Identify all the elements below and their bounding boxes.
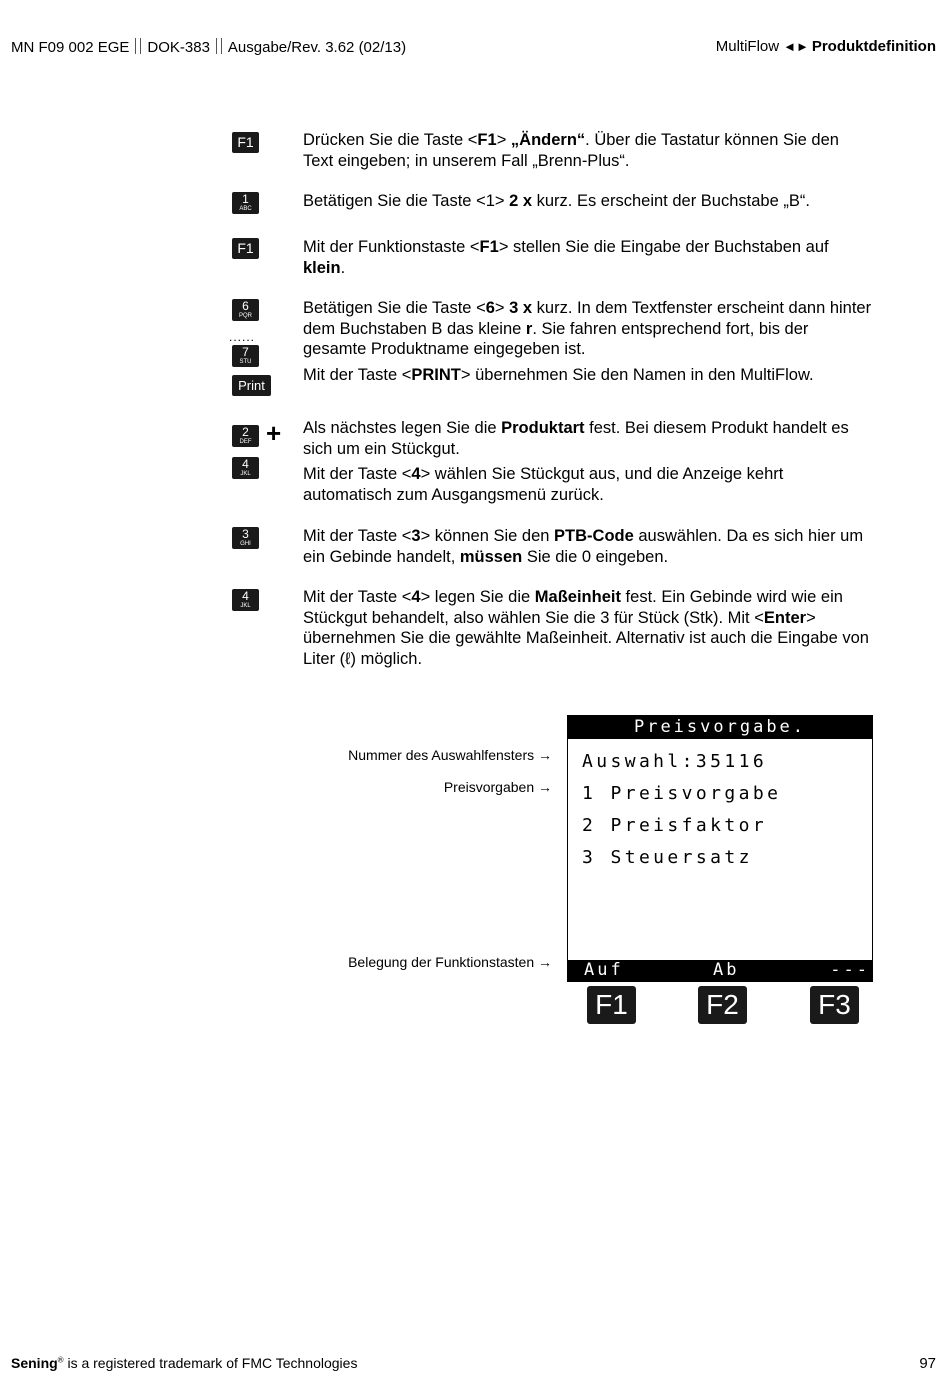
- text: auswählen. Da es sich hier um ein Gebinde handelt,: [303, 527, 864, 566]
- term-ref: Maßeinheit: [534, 588, 621, 606]
- key-digit: 6: [242, 299, 249, 313]
- range-dots: ......: [229, 330, 256, 344]
- mode-ref: klein: [303, 258, 341, 277]
- text: fest. Bei diesem Produkt handelt es sich um ein Stückgut.: [303, 419, 849, 458]
- key-2: [232, 425, 259, 447]
- step-letter-b: [303, 191, 873, 212]
- f3-key: F3: [810, 986, 859, 1024]
- key-1: [232, 192, 259, 214]
- product-name: MultiFlow: [715, 38, 780, 55]
- key-ref: 3: [411, 527, 421, 545]
- dok-number: DOK-383: [147, 39, 210, 56]
- key-letters: PQR: [238, 313, 252, 319]
- fkey-label: ---: [830, 960, 870, 980]
- header-doc-info: [11, 38, 406, 56]
- registered-mark: ®: [57, 1355, 64, 1365]
- emphasis: müssen: [459, 547, 523, 566]
- text: . Sie fahren entsprechend fort, bis der gesamte Produktname eingegeben ist.: [303, 319, 809, 358]
- display-line: 2 Preisfaktor: [582, 815, 768, 836]
- key-3: [232, 527, 259, 549]
- callout-presets: Preisvorgaben →: [443, 779, 552, 795]
- step-ptb-code: [303, 526, 873, 567]
- text: > können Sie den: [420, 527, 555, 545]
- step-paragraph: [303, 237, 873, 278]
- key-digit: 1: [242, 192, 249, 206]
- text: > übernehmen Sie den Namen in den MultiFlow.: [460, 365, 814, 384]
- step-paragraph: [303, 526, 873, 567]
- key-ref: F1: [479, 238, 499, 256]
- page-footer: [11, 1355, 936, 1371]
- f1-key: F1: [587, 986, 636, 1024]
- key-f1: F1: [232, 238, 259, 259]
- fkey-label: Ab: [713, 960, 740, 980]
- text: .: [340, 258, 346, 277]
- separator: [135, 38, 141, 54]
- key-digit: 2: [242, 425, 249, 439]
- page-header: [11, 38, 936, 60]
- display-line: 1 Preisvorgabe: [582, 783, 782, 804]
- text: Sie die 0 eingeben.: [522, 547, 669, 566]
- text: Mit der Funktionstaste <: [303, 238, 480, 256]
- key-f1: F1: [232, 132, 259, 153]
- section-title: Produktdefinition: [811, 38, 936, 55]
- key-ref: 4: [411, 465, 421, 483]
- letter-ref: r: [525, 319, 533, 338]
- key-ref: Enter: [763, 608, 807, 627]
- lcd-display: [567, 715, 873, 982]
- display-line: Auswahl:35116: [582, 751, 768, 772]
- step-paragraph: [303, 365, 873, 386]
- plus-icon: +: [266, 418, 282, 448]
- key-letters: STU: [239, 359, 252, 365]
- text: > legen Sie die: [420, 588, 535, 606]
- text: >: [494, 299, 510, 317]
- step-paragraph: [303, 418, 873, 459]
- key-6: [232, 299, 259, 321]
- text: fest. Ein Gebinde wird wie ein Stückgut behandelt, also wählen Sie die 3 für Stück (Stk). Mit <: [303, 588, 843, 627]
- text: Mit der Taste <: [303, 527, 412, 545]
- text: > wählen Sie Stückgut aus, und die Anzeige kehrt automatisch zum Ausgangsmenü zurück.: [303, 465, 784, 504]
- term-ref: Produktart: [501, 419, 585, 437]
- doc-id: MN F09 002 EGE: [11, 39, 130, 56]
- key-4: [232, 589, 259, 611]
- key-letters: ABC: [239, 206, 252, 212]
- step-unit: [303, 587, 873, 669]
- command-ref: „Ändern“: [510, 131, 586, 149]
- brand: Sening: [11, 1355, 58, 1371]
- fkey-label: Auf: [584, 960, 624, 980]
- text: Betätigen Sie die Taste <: [303, 299, 486, 317]
- key-letters: DEF: [239, 439, 252, 445]
- f2-key: F2: [698, 986, 747, 1024]
- step-paragraph: [303, 130, 873, 171]
- text: Mit der Taste <: [303, 588, 412, 606]
- text: Betätigen Sie die Taste <1>: [303, 192, 510, 210]
- key-ref: 6: [485, 299, 495, 317]
- step-paragraph: [303, 464, 873, 505]
- key-ref: PRINT: [411, 365, 461, 384]
- text: > übernehmen Sie die gewählte Maßeinheit. Alternativ ist auch die Eingabe von Liter (ℓ) möglich.: [303, 608, 869, 668]
- key-ref: 4: [411, 588, 421, 606]
- key-letters: JKL: [240, 471, 251, 477]
- count-ref: 2 x: [509, 192, 533, 210]
- step-lowercase: [303, 237, 873, 278]
- callout-function-keys: Belegung der Funktionstasten →: [348, 954, 552, 970]
- key-letters: GHI: [240, 541, 251, 547]
- key-ref: F1: [477, 131, 497, 149]
- step-paragraph: [303, 191, 873, 212]
- page-number: 97: [919, 1355, 936, 1372]
- text: Mit der Taste <: [303, 365, 412, 384]
- key-print: Print: [232, 375, 271, 396]
- count-ref: 3 x: [509, 299, 533, 317]
- nav-arrows-icon: ◄►: [783, 39, 809, 54]
- step-enter-name: [303, 298, 873, 385]
- text: Drücken Sie die Taste <: [303, 131, 478, 149]
- function-key-bar: [568, 960, 872, 981]
- step-paragraph: [303, 587, 873, 669]
- step-product-type: [303, 418, 873, 505]
- term-ref: PTB-Code: [554, 527, 634, 545]
- key-digit: 3: [242, 527, 249, 541]
- text: > stellen Sie die Eingabe der Buchstaben auf: [498, 238, 829, 256]
- text: >: [496, 131, 511, 149]
- key-digit: 4: [242, 457, 249, 471]
- display-line: 3 Steuersatz: [582, 847, 753, 868]
- header-section: [716, 38, 936, 55]
- footer-trademark: [11, 1355, 357, 1371]
- text: kurz. In dem Textfenster erscheint dann hinter dem Buchstaben B das kleine: [303, 299, 872, 338]
- text: Mit der Taste <: [303, 465, 412, 483]
- key-7: [232, 345, 259, 367]
- text: kurz. Es erscheint der Buchstabe „B“.: [532, 192, 810, 210]
- trademark-text: is a registered trademark of FMC Technologies: [63, 1355, 358, 1371]
- callout-window-number: Nummer des Auswahlfensters →: [348, 747, 552, 763]
- display-title: Preisvorgabe.: [568, 716, 872, 739]
- key-digit: 7: [242, 345, 249, 359]
- key-4: [232, 457, 259, 479]
- step-change-text: [303, 130, 873, 171]
- step-paragraph: [303, 298, 873, 360]
- key-letters: JKL: [240, 603, 251, 609]
- text: . Über die Tastatur können Sie den Text eingeben; in unserem Fall „Brenn-Plus“.: [303, 131, 839, 170]
- revision: Ausgabe/Rev. 3.62 (02/13): [227, 39, 407, 56]
- text: Als nächstes legen Sie die: [303, 419, 502, 437]
- separator: [216, 38, 222, 54]
- key-digit: 4: [242, 589, 249, 603]
